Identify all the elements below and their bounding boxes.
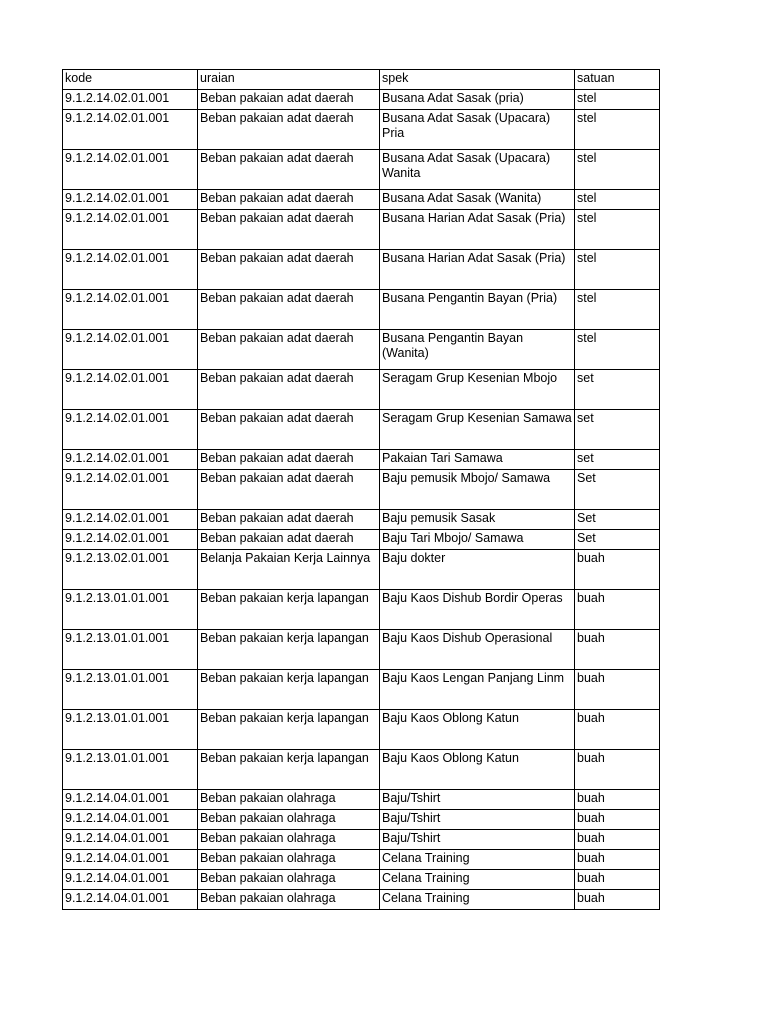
cell-spek[interactable]: Baju Kaos Dishub Bordir Operas: [380, 590, 575, 630]
table-row: [63, 250, 660, 290]
cell-spek[interactable]: Baju pemusik Mbojo/ Samawa: [380, 470, 575, 510]
cell-uraian[interactable]: Beban pakaian adat daerah: [198, 510, 380, 530]
cell-uraian[interactable]: Beban pakaian olahraga: [198, 870, 380, 890]
cell-uraian[interactable]: Beban pakaian kerja lapangan: [198, 590, 380, 630]
cell-satuan[interactable]: buah: [575, 590, 660, 630]
cell-kode[interactable]: 9.1.2.14.02.01.001: [63, 370, 198, 410]
table-row: [63, 710, 660, 750]
table-row: [63, 470, 660, 510]
cell-kode[interactable]: 9.1.2.14.02.01.001: [63, 250, 198, 290]
cell-satuan[interactable]: Set: [575, 470, 660, 510]
cell-spek[interactable]: Seragam Grup Kesenian Mbojo: [380, 370, 575, 410]
table-row: [63, 510, 660, 530]
cell-uraian[interactable]: Beban pakaian olahraga: [198, 890, 380, 910]
table-row: [63, 190, 660, 210]
cell-spek[interactable]: Baju Kaos Dishub Operasional: [380, 630, 575, 670]
cell-kode[interactable]: 9.1.2.13.01.01.001: [63, 710, 198, 750]
header-uraian[interactable]: uraian: [198, 70, 380, 90]
spreadsheet: [62, 69, 659, 910]
cell-uraian[interactable]: Beban pakaian kerja lapangan: [198, 750, 380, 790]
table-row: [63, 210, 660, 250]
cell-spek[interactable]: Baju/Tshirt: [380, 790, 575, 810]
table-row: [63, 630, 660, 670]
table-row: [63, 870, 660, 890]
cell-kode[interactable]: 9.1.2.14.04.01.001: [63, 830, 198, 850]
cell-satuan[interactable]: set: [575, 370, 660, 410]
cell-uraian[interactable]: Beban pakaian adat daerah: [198, 290, 380, 330]
cell-kode[interactable]: 9.1.2.14.02.01.001: [63, 510, 198, 530]
cell-kode[interactable]: 9.1.2.13.01.01.001: [63, 750, 198, 790]
table-row: [63, 370, 660, 410]
table-row: [63, 450, 660, 470]
cell-uraian[interactable]: Beban pakaian olahraga: [198, 810, 380, 830]
cell-satuan[interactable]: stel: [575, 90, 660, 110]
cell-kode[interactable]: 9.1.2.14.02.01.001: [63, 330, 198, 370]
cell-uraian[interactable]: Beban pakaian olahraga: [198, 790, 380, 810]
cell-uraian[interactable]: Beban pakaian adat daerah: [198, 110, 380, 150]
table-row: [63, 410, 660, 450]
cell-spek[interactable]: Baju Tari Mbojo/ Samawa: [380, 530, 575, 550]
header-satuan[interactable]: satuan: [575, 70, 660, 90]
table-row: [63, 790, 660, 810]
cell-uraian[interactable]: Beban pakaian adat daerah: [198, 470, 380, 510]
cell-satuan[interactable]: buah: [575, 790, 660, 810]
cell-spek[interactable]: Celana Training: [380, 850, 575, 870]
cell-satuan[interactable]: buah: [575, 550, 660, 590]
cell-satuan[interactable]: stel: [575, 210, 660, 250]
cell-spek[interactable]: Pakaian Tari Samawa: [380, 450, 575, 470]
cell-uraian[interactable]: Beban pakaian adat daerah: [198, 330, 380, 370]
cell-satuan[interactable]: stel: [575, 290, 660, 330]
cell-kode[interactable]: 9.1.2.14.02.01.001: [63, 410, 198, 450]
data-table: [62, 69, 660, 910]
table-row: [63, 670, 660, 710]
header-row: [63, 70, 660, 90]
cell-satuan[interactable]: buah: [575, 890, 660, 910]
cell-kode[interactable]: 9.1.2.14.02.01.001: [63, 190, 198, 210]
cell-kode[interactable]: 9.1.2.14.02.01.001: [63, 530, 198, 550]
header-kode[interactable]: kode: [63, 70, 198, 90]
cell-spek[interactable]: Busana Harian Adat Sasak (Pria): [380, 210, 575, 250]
cell-uraian[interactable]: Belanja Pakaian Kerja Lainnya: [198, 550, 380, 590]
cell-satuan[interactable]: buah: [575, 870, 660, 890]
cell-spek[interactable]: Busana Adat Sasak (Upacara) Wanita: [380, 150, 575, 190]
table-row: [63, 550, 660, 590]
cell-satuan[interactable]: buah: [575, 850, 660, 870]
cell-kode[interactable]: 9.1.2.13.01.01.001: [63, 590, 198, 630]
cell-satuan[interactable]: stel: [575, 150, 660, 190]
cell-satuan[interactable]: stel: [575, 190, 660, 210]
cell-satuan[interactable]: buah: [575, 830, 660, 850]
cell-satuan[interactable]: Set: [575, 510, 660, 530]
cell-spek[interactable]: Busana Pengantin Bayan (Wanita): [380, 330, 575, 370]
cell-spek[interactable]: Baju dokter: [380, 550, 575, 590]
cell-spek[interactable]: Busana Harian Adat Sasak (Pria): [380, 250, 575, 290]
cell-kode[interactable]: 9.1.2.14.04.01.001: [63, 890, 198, 910]
table-row: [63, 110, 660, 150]
table-row: [63, 530, 660, 550]
cell-kode[interactable]: 9.1.2.13.01.01.001: [63, 630, 198, 670]
cell-spek[interactable]: Busana Adat Sasak (Wanita): [380, 190, 575, 210]
cell-uraian[interactable]: Beban pakaian adat daerah: [198, 370, 380, 410]
cell-spek[interactable]: Baju/Tshirt: [380, 810, 575, 830]
header-spek[interactable]: spek: [380, 70, 575, 90]
cell-kode[interactable]: 9.1.2.14.02.01.001: [63, 450, 198, 470]
cell-uraian[interactable]: Beban pakaian adat daerah: [198, 250, 380, 290]
cell-kode[interactable]: 9.1.2.14.02.01.001: [63, 210, 198, 250]
cell-spek[interactable]: Busana Pengantin Bayan (Pria): [380, 290, 575, 330]
table-row: [63, 290, 660, 330]
cell-satuan[interactable]: buah: [575, 810, 660, 830]
cell-uraian[interactable]: Beban pakaian adat daerah: [198, 530, 380, 550]
cell-kode[interactable]: 9.1.2.14.02.01.001: [63, 150, 198, 190]
table-row: [63, 810, 660, 830]
cell-uraian[interactable]: Beban pakaian adat daerah: [198, 410, 380, 450]
cell-uraian[interactable]: Beban pakaian olahraga: [198, 850, 380, 870]
table-row: [63, 890, 660, 910]
cell-spek[interactable]: Celana Training: [380, 890, 575, 910]
cell-satuan[interactable]: stel: [575, 330, 660, 370]
cell-uraian[interactable]: Beban pakaian kerja lapangan: [198, 630, 380, 670]
cell-kode[interactable]: 9.1.2.14.04.01.001: [63, 810, 198, 830]
cell-kode[interactable]: 9.1.2.14.02.01.001: [63, 90, 198, 110]
table-row: [63, 750, 660, 790]
cell-spek[interactable]: Seragam Grup Kesenian Samawa: [380, 410, 575, 450]
cell-spek[interactable]: Baju Kaos Oblong Katun: [380, 750, 575, 790]
cell-kode[interactable]: 9.1.2.13.01.01.001: [63, 670, 198, 710]
cell-spek[interactable]: Celana Training: [380, 870, 575, 890]
cell-kode[interactable]: 9.1.2.13.02.01.001: [63, 550, 198, 590]
cell-uraian[interactable]: Beban pakaian adat daerah: [198, 210, 380, 250]
cell-satuan[interactable]: buah: [575, 750, 660, 790]
cell-kode[interactable]: 9.1.2.14.04.01.001: [63, 790, 198, 810]
table-row: [63, 850, 660, 870]
cell-kode[interactable]: 9.1.2.14.04.01.001: [63, 850, 198, 870]
table-row: [63, 150, 660, 190]
cell-uraian[interactable]: Beban pakaian adat daerah: [198, 190, 380, 210]
cell-satuan[interactable]: stel: [575, 250, 660, 290]
table-row: [63, 90, 660, 110]
cell-satuan[interactable]: buah: [575, 710, 660, 750]
cell-satuan[interactable]: buah: [575, 670, 660, 710]
cell-uraian[interactable]: Beban pakaian adat daerah: [198, 90, 380, 110]
cell-uraian[interactable]: Beban pakaian kerja lapangan: [198, 670, 380, 710]
cell-spek[interactable]: Busana Adat Sasak (Upacara) Pria: [380, 110, 575, 150]
cell-satuan[interactable]: stel: [575, 110, 660, 150]
cell-uraian[interactable]: Beban pakaian adat daerah: [198, 150, 380, 190]
cell-uraian[interactable]: Beban pakaian adat daerah: [198, 450, 380, 470]
cell-kode[interactable]: 9.1.2.14.02.01.001: [63, 110, 198, 150]
cell-spek[interactable]: Baju Kaos Oblong Katun: [380, 710, 575, 750]
cell-uraian[interactable]: Beban pakaian olahraga: [198, 830, 380, 850]
cell-spek[interactable]: Baju pemusik Sasak: [380, 510, 575, 530]
table-row: [63, 830, 660, 850]
cell-spek[interactable]: Busana Adat Sasak (pria): [380, 90, 575, 110]
cell-satuan[interactable]: buah: [575, 630, 660, 670]
cell-spek[interactable]: Baju Kaos Lengan Panjang Linm: [380, 670, 575, 710]
cell-satuan[interactable]: set: [575, 410, 660, 450]
cell-kode[interactable]: 9.1.2.14.02.01.001: [63, 470, 198, 510]
cell-kode[interactable]: 9.1.2.14.04.01.001: [63, 870, 198, 890]
table-row: [63, 330, 660, 370]
cell-satuan[interactable]: Set: [575, 530, 660, 550]
table-row: [63, 590, 660, 630]
cell-uraian[interactable]: Beban pakaian kerja lapangan: [198, 710, 380, 750]
cell-kode[interactable]: 9.1.2.14.02.01.001: [63, 290, 198, 330]
cell-spek[interactable]: Baju/Tshirt: [380, 830, 575, 850]
cell-satuan[interactable]: set: [575, 450, 660, 470]
